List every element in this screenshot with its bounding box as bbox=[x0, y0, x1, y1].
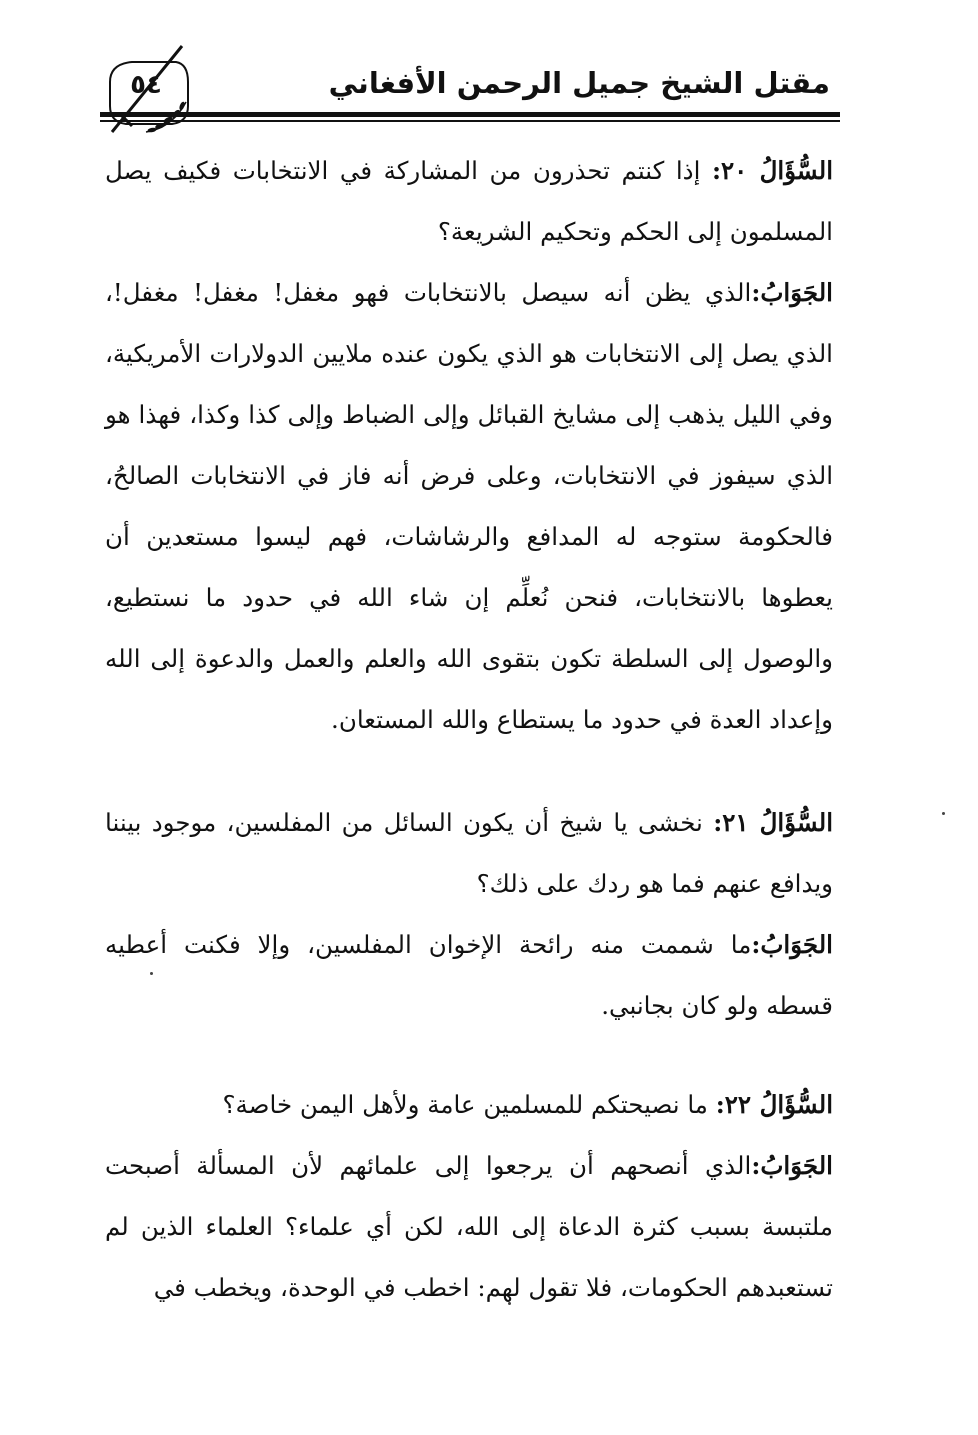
answer-label: الجَوَابُ: bbox=[751, 1151, 833, 1180]
scan-speck bbox=[150, 972, 153, 975]
answer-21 bbox=[105, 914, 833, 1036]
question-22 bbox=[105, 1074, 833, 1135]
header-rule-thin bbox=[100, 120, 840, 122]
page-body bbox=[105, 140, 833, 1318]
question-text: نخشى يا شيخ أن يكون السائل من المفلسين، موجود بيننا ويدافع عنهم فما هو ردك على ذلك؟ bbox=[105, 808, 833, 898]
spacer bbox=[105, 750, 833, 792]
answer-text: ما شممت منه رائحة الإخوان المفلسين، وإلا فكنت أعطيه قسطه ولو كان بجانبي. bbox=[105, 930, 833, 1020]
question-text: ما نصيحتكم للمسلمين عامة ولأهل اليمن خاصة؟ bbox=[222, 1090, 716, 1119]
question-21 bbox=[105, 792, 833, 914]
answer-20 bbox=[105, 262, 833, 750]
header-rule bbox=[100, 112, 840, 117]
spacer bbox=[105, 1036, 833, 1074]
page-header bbox=[100, 40, 840, 130]
question-text: إذا كنتم تحذرون من المشاركة في الانتخابات فكيف يصل المسلمون إلى الحكم وتحكيم الشريعة؟ bbox=[105, 156, 833, 246]
question-20 bbox=[105, 140, 833, 262]
answer-label: الجَوَابُ: bbox=[751, 930, 833, 959]
question-label: السُّؤَالُ ٢٠: bbox=[711, 156, 833, 185]
scan-speck bbox=[508, 1302, 511, 1305]
scan-speck bbox=[942, 812, 945, 815]
sword-laurel-badge-icon bbox=[102, 44, 194, 136]
book-title: مقتل الشيخ جميل الرحمن الأفغاني bbox=[328, 66, 830, 100]
question-label: السُّؤَالُ ٢٢: bbox=[715, 1090, 833, 1119]
answer-22 bbox=[105, 1135, 833, 1318]
answer-label: الجَوَابُ: bbox=[751, 278, 833, 307]
page-number: ٥٤ bbox=[130, 70, 162, 100]
answer-text: الذي يظن أنه سيصل بالانتخابات فهو مغفل! مغفل! مغفل!، الذي يصل إلى الانتخابات هو الذي يكون عنده ملايين الدولارات الأمريكية، وفي الليل يذهب إلى مشايخ القبائل وإلى الضباط وإلى كذا وكذا، فهذا هو الذي سيفوز في الانتخابات، وعلى فرض أنه فاز في الانتخابات الصالحُ، فالحكومة ستوجه له المدافع والرشاشات، فهم ليسوا مستعدين أن يعطوها بالانتخابات، فنحن نُعلِّم إن شاء الله في حدود ما نستطيع، والوصول إلى السلطة تكون بتقوى الله والعلم والعمل والدعوة إلى الله وإعداد العدة في حدود ما يستطاع والله المستعان. bbox=[105, 278, 833, 734]
question-label: السُّؤَالُ ٢١: bbox=[713, 808, 833, 837]
answer-text: الذي أنصحهم أن يرجعوا إلى علمائهم لأن المسألة أصبحت ملتبسة بسبب كثرة الدعاة إلى الله، لكن أي علماء؟ العلماء الذين لم تستعبدهم الحكومات، فلا تقول لهم: اخطب في الوحدة، ويخطب في bbox=[105, 1151, 833, 1302]
